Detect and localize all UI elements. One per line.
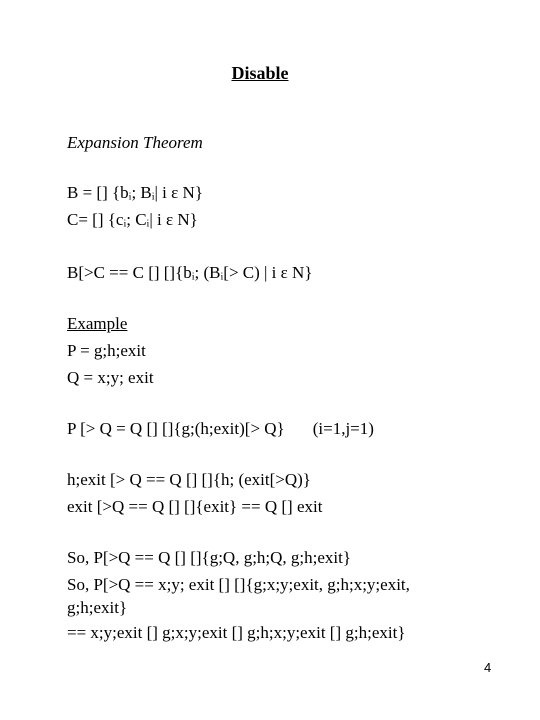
section-label: Expansion Theorem: [67, 133, 203, 152]
conclusion-2b: g;h;exit}: [67, 598, 128, 617]
step-2: h;exit [> Q == Q [] []{h; (exit[>Q)}: [67, 470, 311, 489]
example-label: Example: [67, 314, 128, 333]
definition-b: B = [] {bᵢ; Bᵢ| i ε N}: [67, 183, 203, 202]
page-number: 4: [484, 660, 492, 675]
definition-c: C= [] {cᵢ; Cᵢ| i ε N}: [67, 210, 198, 229]
step-1: [67, 419, 374, 439]
conclusion-2c: == x;y;exit [] g;x;y;exit [] g;h;x;y;exit [] g;h;exit}: [67, 623, 406, 642]
step-1-note: (i=1,j=1): [312, 419, 374, 438]
example-q: Q = x;y; exit: [67, 368, 154, 387]
conclusion-1: So, P[>Q == Q [] []{g;Q, g;h;Q, g;h;exit}: [67, 548, 352, 567]
theorem-statement: B[>C == C [] []{bᵢ; (Bᵢ[> C) | i ε N}: [67, 263, 313, 282]
step-1-expression: P [> Q = Q [] []{g;(h;exit)[> Q}: [67, 419, 285, 438]
example-p: P = g;h;exit: [67, 341, 146, 360]
page-title: Disable: [231, 63, 289, 83]
conclusion-2a: So, P[>Q == x;y; exit [] []{g;x;y;exit, g;h;x;y;exit,: [67, 575, 410, 594]
step-3: exit [>Q == Q [] []{exit} == Q [] exit: [67, 497, 323, 516]
